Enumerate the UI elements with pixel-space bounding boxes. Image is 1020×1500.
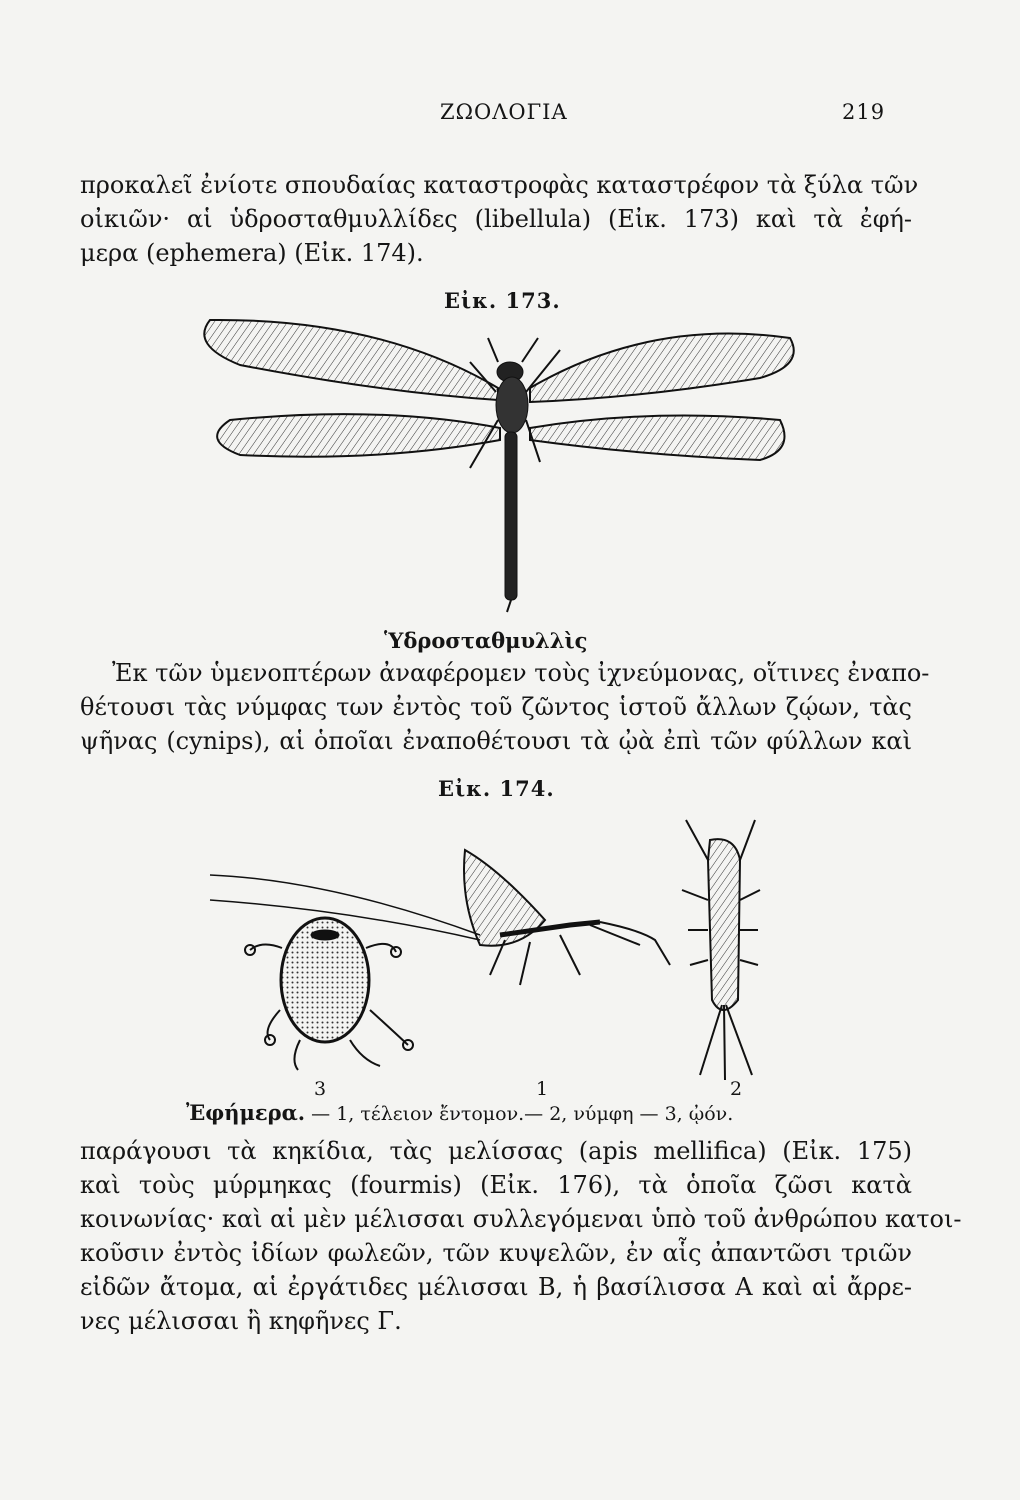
text-line: καὶ τοὺς μύρμηκας (fourmis) (Εἰκ. 176), τὰ ὁποῖα ζῶσι κατὰ: [80, 1171, 912, 1199]
text-line: νες μέλισσαι ἢ κηφῆνες Γ.: [80, 1307, 402, 1335]
figure-number-adult: 1: [536, 1078, 549, 1100]
text-line: εἰδῶν ἄτομα, αἱ ἐργάτιδες μέλισσαι Β, ἡ βασίλισσα Α καὶ αἱ ἄρρε-: [80, 1273, 912, 1301]
figure-174-caption-text: — 1, τέλειον ἔντομον.— 2, νύμφη — 3, ᾠόν.: [311, 1103, 734, 1125]
mayfly-nymph-illustration: [682, 820, 760, 1080]
text-line: Ἐκ τῶν ὑμενοπτέρων ἀναφέρομεν τοὺς ἰχνεύμονας, οἵτινες ἐναπο-: [112, 659, 930, 687]
text-line: προκαλεῖ ἐνίοτε σπουδαίας καταστροφὰς καταστρέφον τὰ ξύλα τῶν: [80, 171, 919, 199]
dragonfly-illustration: [204, 320, 793, 612]
text-line: θέτουσι τὰς νύμφας των ἐντὸς τοῦ ζῶντος ἱστοῦ ἄλλων ζῴων, τὰς: [80, 693, 912, 721]
mayfly-adult-illustration: [210, 850, 670, 985]
text-line: ψῆνας (cynips), αἱ ὁποῖαι ἐναποθέτουσι τὰ ᾠὰ ἐπὶ τῶν φύλλων καὶ: [80, 727, 912, 755]
figure-number-egg: 3: [314, 1078, 327, 1100]
page-number: 219: [842, 100, 886, 124]
figure-173-label: Εἰκ. 173.: [444, 288, 561, 313]
text-line: μερα (ephemera) (Εἰκ. 174).: [80, 239, 424, 267]
paragraph-hymenoptera: [80, 656, 930, 758]
egg-illustration: [245, 918, 413, 1070]
text-line: κοινωνίας· καὶ αἱ μὲν μέλισσαι συλλεγόμεναι ὑπὸ τοῦ ἀνθρώπου κατοι-: [80, 1205, 962, 1233]
figure-174-caption-title: Ἐφήμερα.: [186, 1100, 306, 1125]
figure-number-nymph: 2: [730, 1078, 743, 1100]
running-header: ΖΩΟΛΟΓΙΑ: [440, 100, 568, 124]
text-line: παράγουσι τὰ κηκίδια, τὰς μελίσσας (apis mellifica) (Εἰκ. 175): [80, 1137, 912, 1165]
figure-173-caption: Ὑδροσταθμυλλὶς: [384, 628, 588, 653]
paragraph-bees: [80, 1134, 962, 1338]
text-line: κοῦσιν ἐντὸς ἰδίων φωλεῶν, τῶν κυψελῶν, ἐν αἷς ἀπαντῶσι τριῶν: [80, 1239, 912, 1267]
figure-174-label: Εἰκ. 174.: [438, 776, 555, 801]
text-line: οἰκιῶν· αἱ ὑδροσταθμυλλίδες (libellula) (Εἰκ. 173) καὶ τὰ ἐφή-: [80, 205, 912, 233]
figure-174-caption: [186, 1100, 733, 1125]
